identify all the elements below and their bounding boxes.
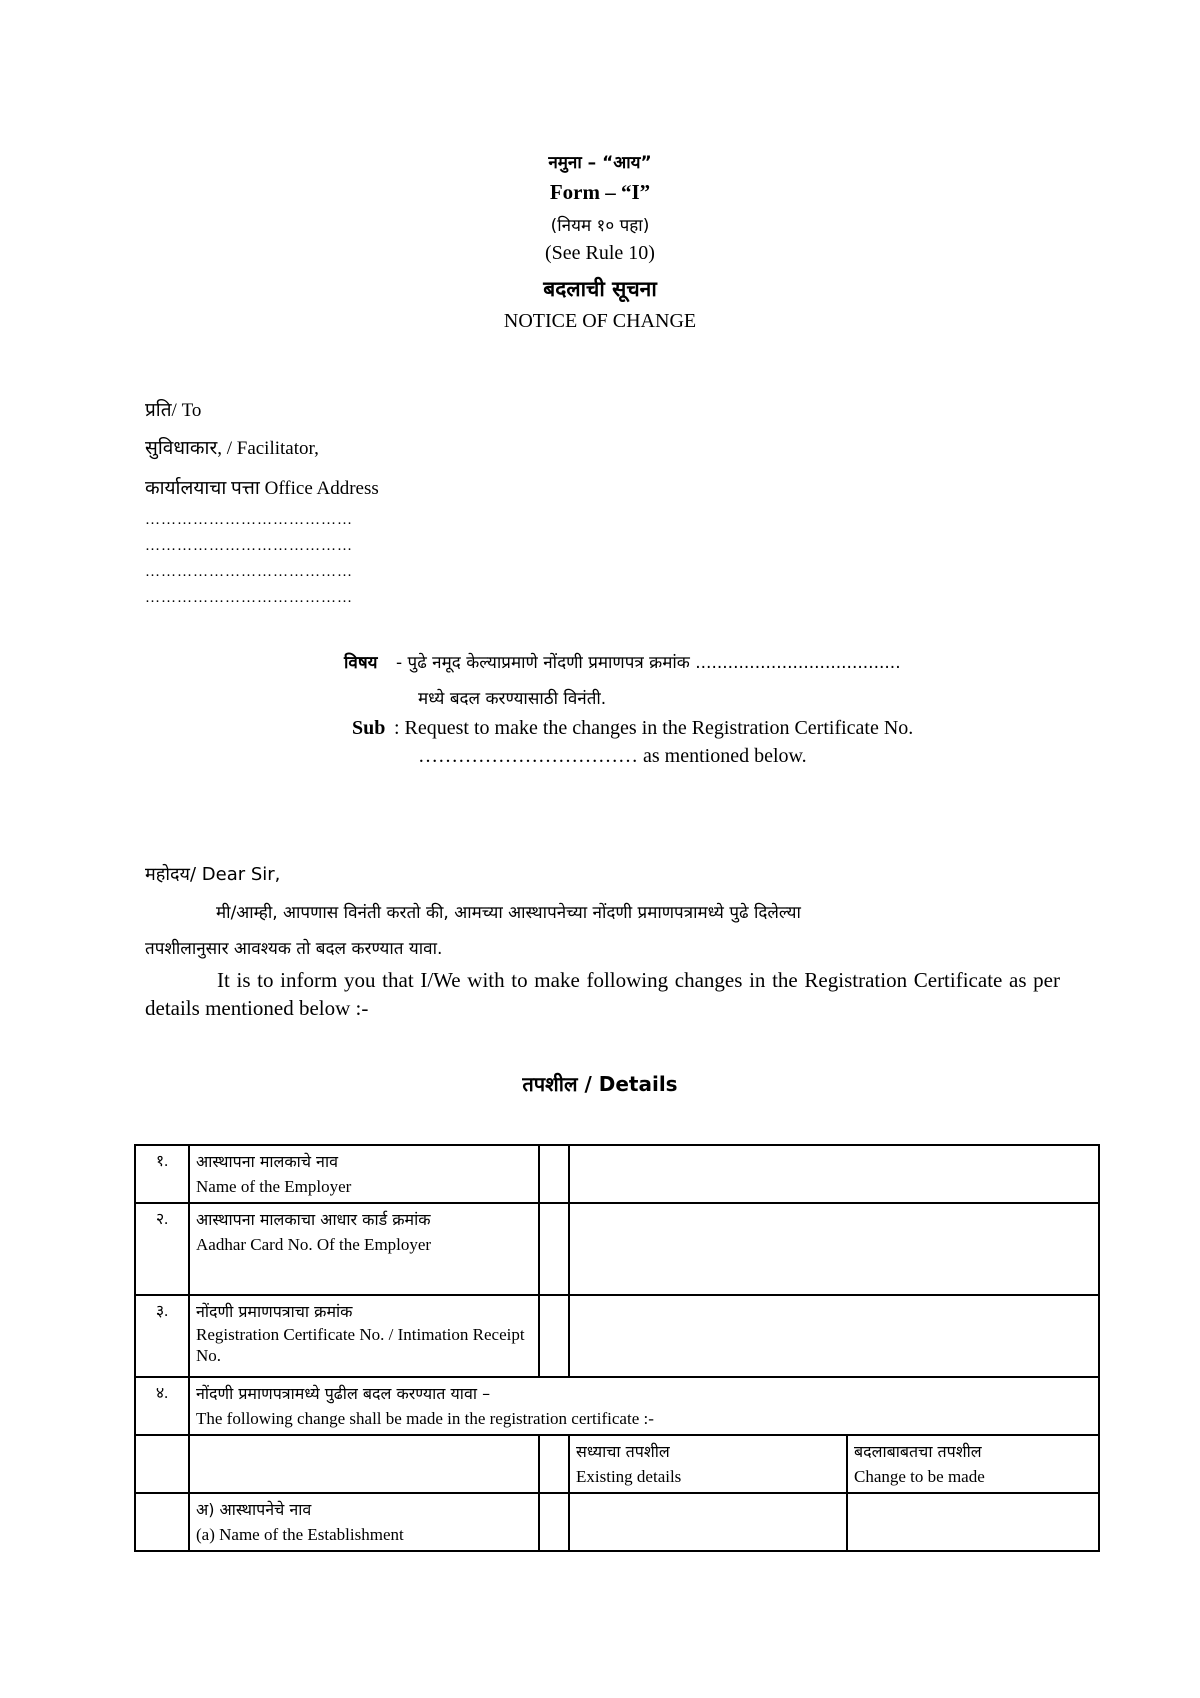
- address-blank-line: …………………………………: [145, 564, 353, 580]
- item-a-marathi: अ) आस्थापनेचे नाव: [196, 1500, 312, 1519]
- blank-cell: [135, 1493, 189, 1551]
- details-heading: तपशील / Details: [522, 1072, 678, 1096]
- changed-name-field[interactable]: [847, 1493, 1099, 1551]
- recipient-facilitator: सुविधाकार, / Facilitator,: [145, 438, 319, 459]
- salutation: महोदय/ Dear Sir,: [145, 864, 281, 885]
- subject-line-marathi: - पुढे नमूद केल्याप्रमाणे नोंदणी प्रमाणपत्र क्रमांक ......................................: [396, 653, 901, 673]
- row-label-english: Registration Certificate No. / Intimation Receipt No.: [196, 1325, 525, 1365]
- office-address-label: कार्यालयाचा पत्ता Office Address: [145, 478, 379, 499]
- blank-cell: [189, 1435, 539, 1493]
- subject-line-english: : Request to make the changes in the Registration Certificate No.: [394, 717, 914, 739]
- table-row: [135, 1203, 1099, 1295]
- table-row: [135, 1493, 1099, 1551]
- table-row: [135, 1145, 1099, 1203]
- blank-cell: [539, 1435, 569, 1493]
- blank-cell: [539, 1493, 569, 1551]
- form-title-marathi: नमुना – “आय”: [548, 153, 652, 173]
- item-a-english: (a) Name of the Establishment: [196, 1525, 404, 1544]
- rule-reference-english: (See Rule 10): [545, 242, 655, 264]
- aadhar-number-field[interactable]: [569, 1203, 1099, 1295]
- table-row: [135, 1435, 1099, 1493]
- row-label: [189, 1377, 1099, 1435]
- notice-title-english: NOTICE OF CHANGE: [503, 310, 697, 332]
- blank-cell: [539, 1295, 569, 1377]
- recipient-to: प्रति/ To: [145, 400, 202, 421]
- column-header-change: [847, 1435, 1099, 1493]
- registration-number-field[interactable]: [569, 1295, 1099, 1377]
- subject-label-marathi: विषय: [344, 653, 378, 673]
- existing-details-marathi: सध्याचा तपशील: [576, 1442, 670, 1461]
- row-label: [189, 1295, 539, 1377]
- body-paragraph-marathi: मी/आम्ही, आपणास विनंती करतो की, आमच्या आस्थापनेच्या नोंदणी प्रमाणपत्रामध्ये पुढे दिलेल्या: [216, 903, 801, 923]
- row-number: २.: [135, 1203, 189, 1295]
- existing-details-english: Existing details: [576, 1467, 682, 1486]
- subject-line2-english: …………………………… as mentioned below.: [418, 745, 807, 767]
- form-title-english: Form – “I”: [549, 180, 651, 204]
- change-details-marathi: बदलाबाबतचा तपशील: [854, 1442, 982, 1461]
- address-blank-line: …………………………………: [145, 512, 353, 528]
- row-label-marathi: आस्थापना मालकाचा आधार कार्ड क्रमांक: [196, 1210, 431, 1229]
- rule-reference-marathi: (नियम १० पहा): [550, 216, 650, 236]
- address-blank-line: …………………………………: [145, 538, 353, 554]
- existing-name-field[interactable]: [569, 1493, 847, 1551]
- row-label: [189, 1493, 539, 1551]
- blank-cell: [539, 1203, 569, 1295]
- blank-cell: [135, 1435, 189, 1493]
- row-label-marathi: नोंदणी प्रमाणपत्राचा क्रमांक: [196, 1302, 353, 1321]
- table-row: [135, 1377, 1099, 1435]
- row-label: [189, 1145, 539, 1203]
- row-number: ४.: [135, 1377, 189, 1435]
- employer-name-field[interactable]: [569, 1145, 1099, 1203]
- row-label-marathi: आस्थापना मालकाचे नाव: [196, 1152, 338, 1171]
- body-paragraph-marathi-cont: तपशीलानुसार आवश्यक तो बदल करण्यात यावा.: [145, 939, 443, 959]
- table-row: [135, 1295, 1099, 1377]
- change-details-english: Change to be made: [854, 1467, 985, 1486]
- blank-cell: [539, 1145, 569, 1203]
- row-label-english: Name of the Employer: [196, 1177, 352, 1196]
- subject-line2-marathi: मध्ये बदल करण्यासाठी विनंती.: [418, 689, 607, 709]
- row-label-english: The following change shall be made in the registration certificate :-: [196, 1409, 654, 1428]
- row-number: ३.: [135, 1295, 189, 1377]
- row-label: [189, 1203, 539, 1295]
- address-blank-line: …………………………………: [145, 590, 353, 606]
- details-table: [134, 1144, 1100, 1552]
- notice-title-marathi: बदलाची सूचना: [543, 277, 657, 301]
- row-label-english: Aadhar Card No. Of the Employer: [196, 1235, 432, 1254]
- row-number: १.: [135, 1145, 189, 1203]
- column-header-existing: [569, 1435, 847, 1493]
- subject-label-english: Sub: [352, 717, 386, 739]
- row-label-marathi: नोंदणी प्रमाणपत्रामध्ये पुढील बदल करण्यात यावा –: [196, 1384, 491, 1403]
- body-paragraph-english: It is to inform you that I/We with to make following changes in the Registration Certificate as per details mentioned below :-: [145, 968, 1060, 1020]
